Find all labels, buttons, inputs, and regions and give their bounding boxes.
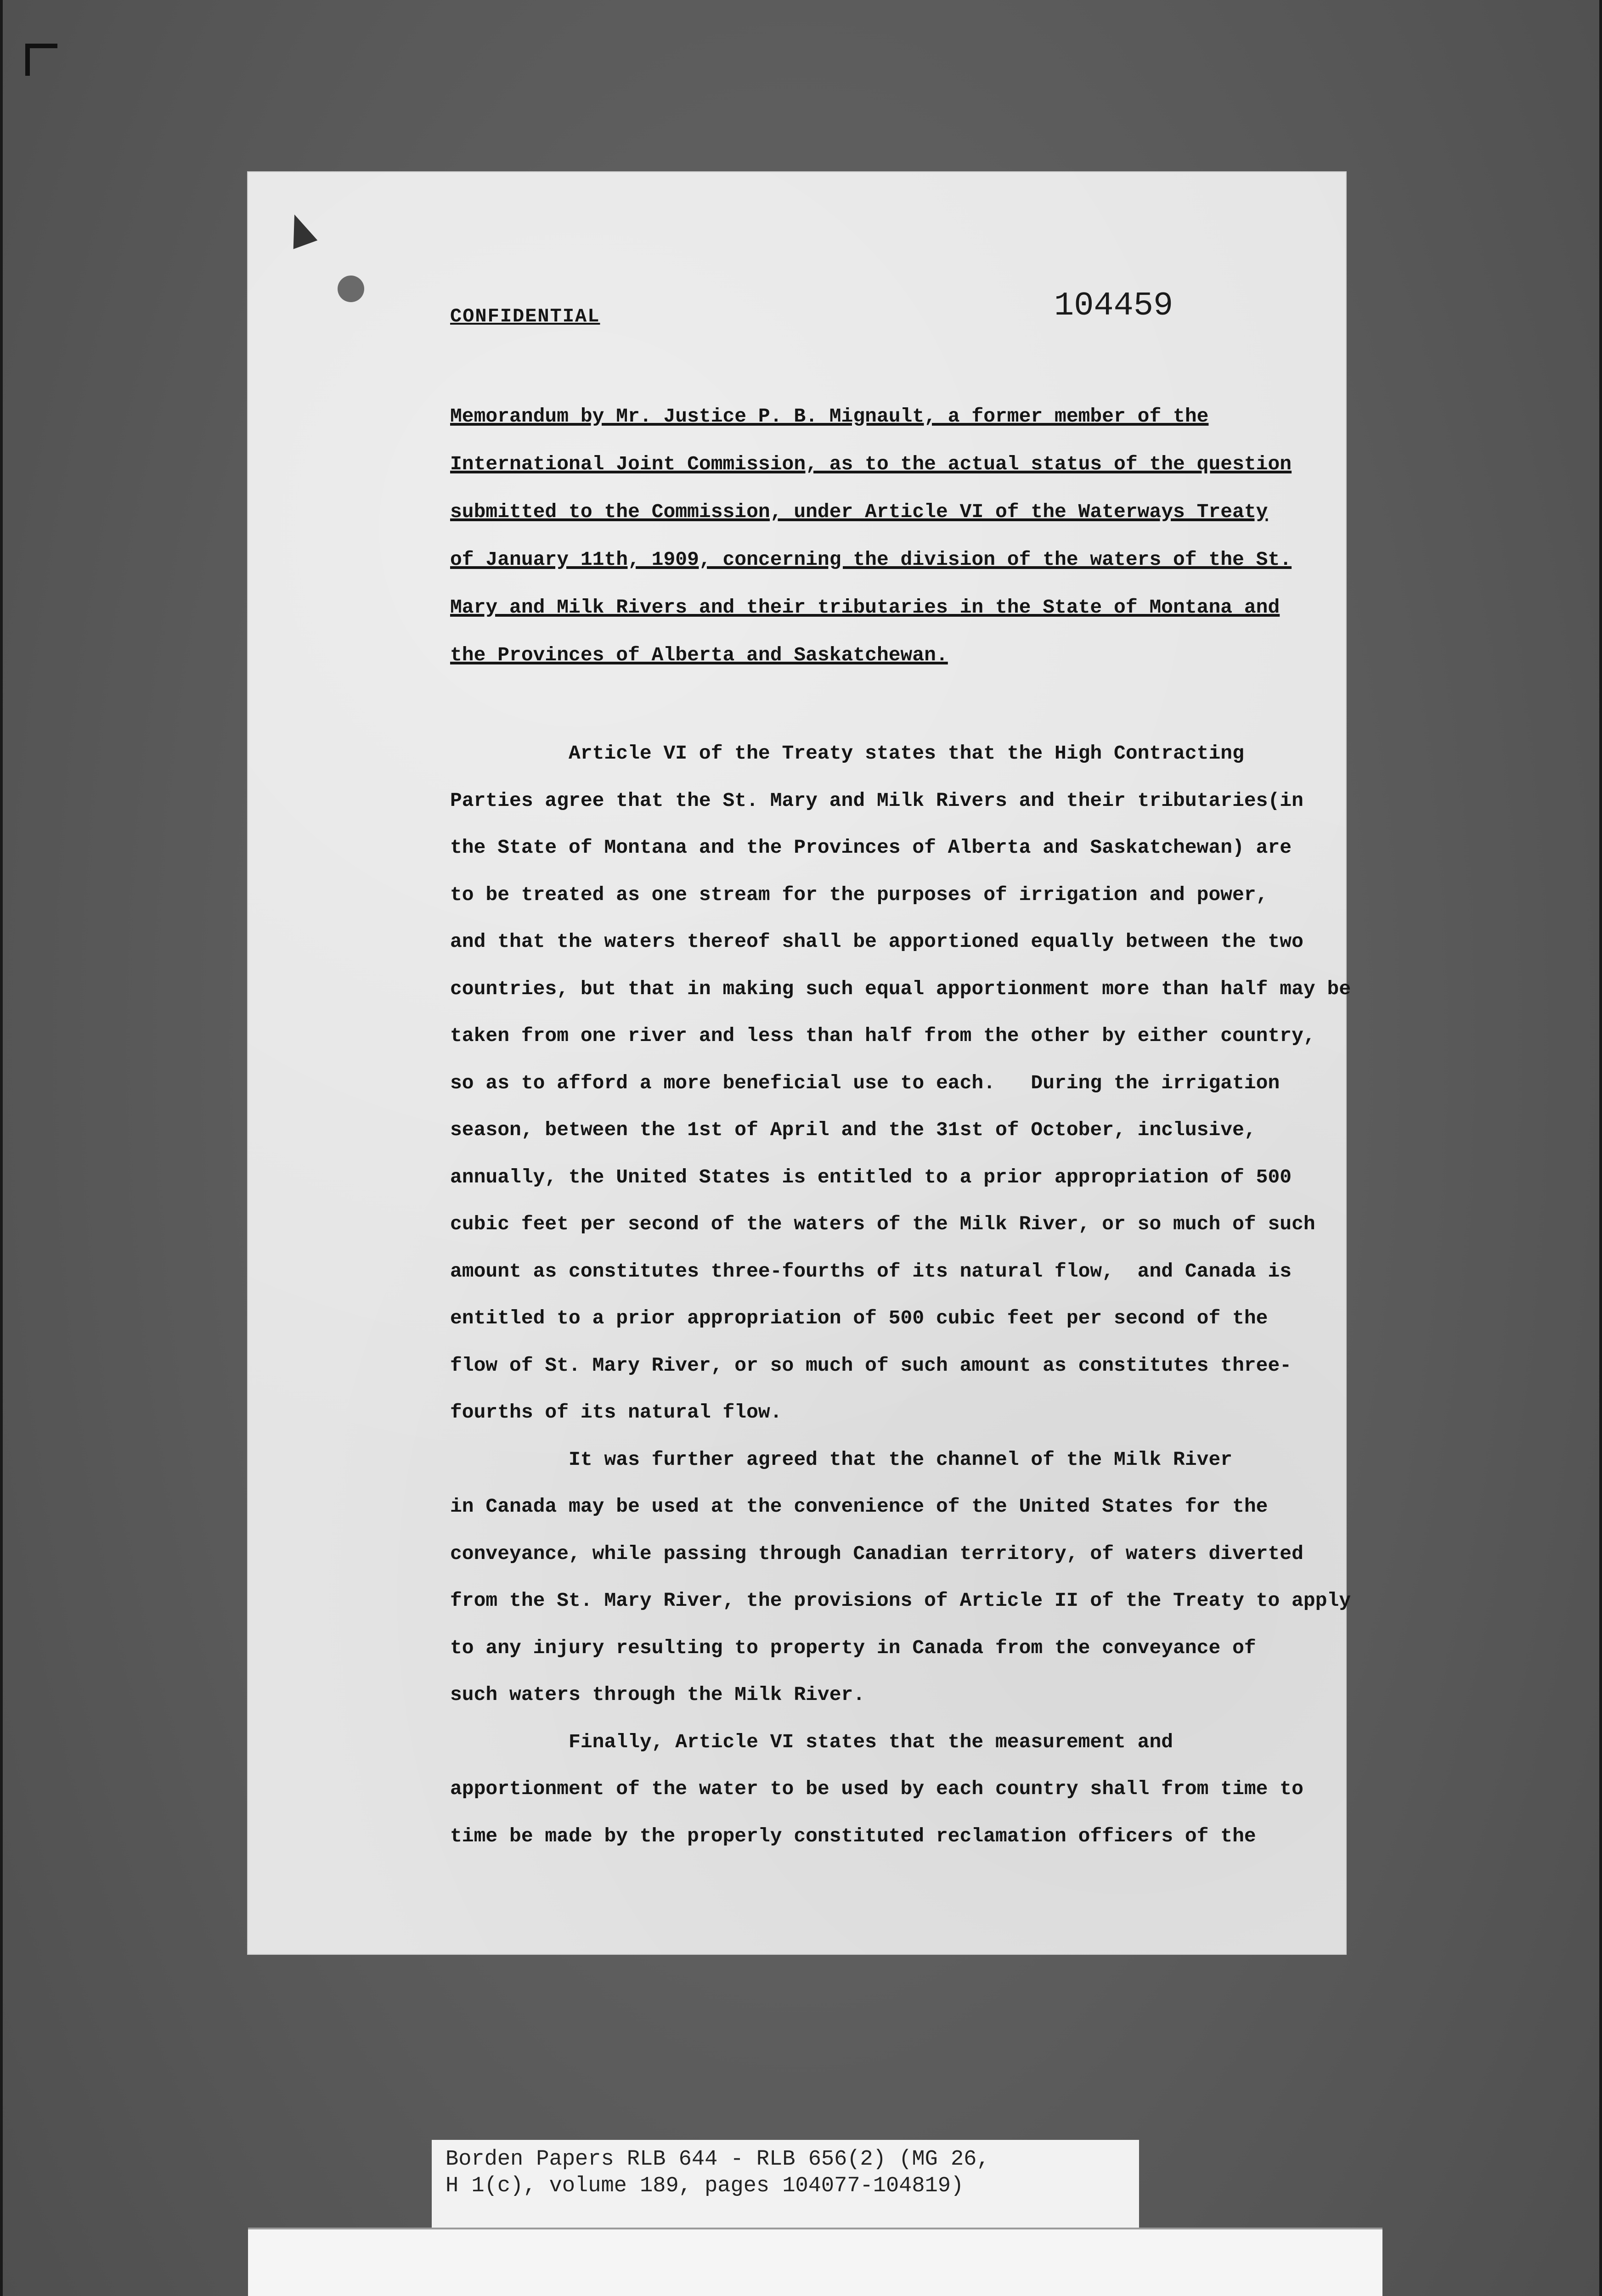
page-number: 104459 (1054, 287, 1173, 325)
heading-line: the Provinces of Alberta and Saskatchewan. (450, 644, 948, 666)
citation-label (432, 2140, 1139, 2232)
page-tear-mark (282, 210, 318, 249)
heading-line: submitted to the Commission, under Article VI of the Waterways Treaty (450, 501, 1268, 523)
body-line: Finally, Article VI states that the measurement and (450, 1730, 1173, 1753)
memorandum-heading (450, 393, 1292, 679)
citation-line: H 1(c), volume 189, pages 104077-104819) (446, 2174, 964, 2198)
body-line: conveyance, while passing through Canadian territory, of waters diverted (450, 1542, 1303, 1565)
body-line: entitled to a prior appropriation of 500 cubic feet per second of the (450, 1307, 1268, 1329)
body-line: and that the waters thereof shall be apportioned equally between the two (450, 930, 1303, 953)
film-edge-left (0, 0, 3, 2296)
heading-line: Memorandum by Mr. Justice P. B. Mignault, a former member of the (450, 405, 1209, 428)
body-line: Parties agree that the St. Mary and Milk Rivers and their tributaries(in (450, 789, 1303, 812)
heading-line: Mary and Milk Rivers and their tributaries in the State of Montana and (450, 596, 1280, 619)
body-line: cubic feet per second of the waters of the Milk River, or so much of such (450, 1213, 1315, 1235)
heading-line: of January 11th, 1909, concerning the division of the waters of the St. (450, 548, 1292, 571)
body-line: amount as constitutes three-fourths of its natural flow, and Canada is (450, 1260, 1292, 1283)
body-line: in Canada may be used at the convenience of the United States for the (450, 1495, 1268, 1518)
punch-hole (338, 276, 364, 302)
citation-line: Borden Papers RLB 644 - RLB 656(2) (MG 26, (446, 2147, 990, 2172)
typed-memorandum-page (248, 172, 1351, 1954)
body-line: apportionment of the water to be used by each country shall from time to (450, 1778, 1303, 1800)
body-line: such waters through the Milk River. (450, 1683, 865, 1706)
body-line: to be treated as one stream for the purposes of irrigation and power, (450, 883, 1268, 906)
body-line: time be made by the properly constituted reclamation officers of the (450, 1824, 1256, 1847)
classification-label: CONFIDENTIAL (450, 305, 600, 327)
body-line: the State of Montana and the Provinces of Alberta and Saskatchewan) are (450, 836, 1292, 859)
body-line: taken from one river and less than half from the other by either country, (450, 1024, 1315, 1047)
body-line: It was further agreed that the channel of the Milk River (450, 1448, 1233, 1471)
body-line: so as to afford a more beneficial use to each. During the irrigation (450, 1071, 1280, 1094)
body-line: flow of St. Mary River, or so much of such amount as constitutes three- (450, 1354, 1292, 1377)
body-line: season, between the 1st of April and the 31st of October, inclusive, (450, 1119, 1256, 1141)
heading-line: International Joint Commission, as to the actual status of the question (450, 453, 1292, 475)
body-line: from the St. Mary River, the provisions of Article II of the Treaty to apply (450, 1589, 1351, 1612)
body-line: countries, but that in making such equal apportionment more than half may be (450, 977, 1351, 1000)
body-line: annually, the United States is entitled to a prior appropriation of 500 (450, 1165, 1292, 1188)
film-edge-right (1599, 0, 1602, 2296)
body-line: to any injury resulting to property in Canada from the conveyance of (450, 1636, 1256, 1659)
corner-registration-mark (25, 44, 57, 76)
body-line: Article VI of the Treaty states that the High Contracting (450, 742, 1244, 765)
archive-card (248, 2229, 1382, 2296)
memorandum-body (450, 730, 1351, 1860)
body-line: fourths of its natural flow. (450, 1401, 782, 1424)
